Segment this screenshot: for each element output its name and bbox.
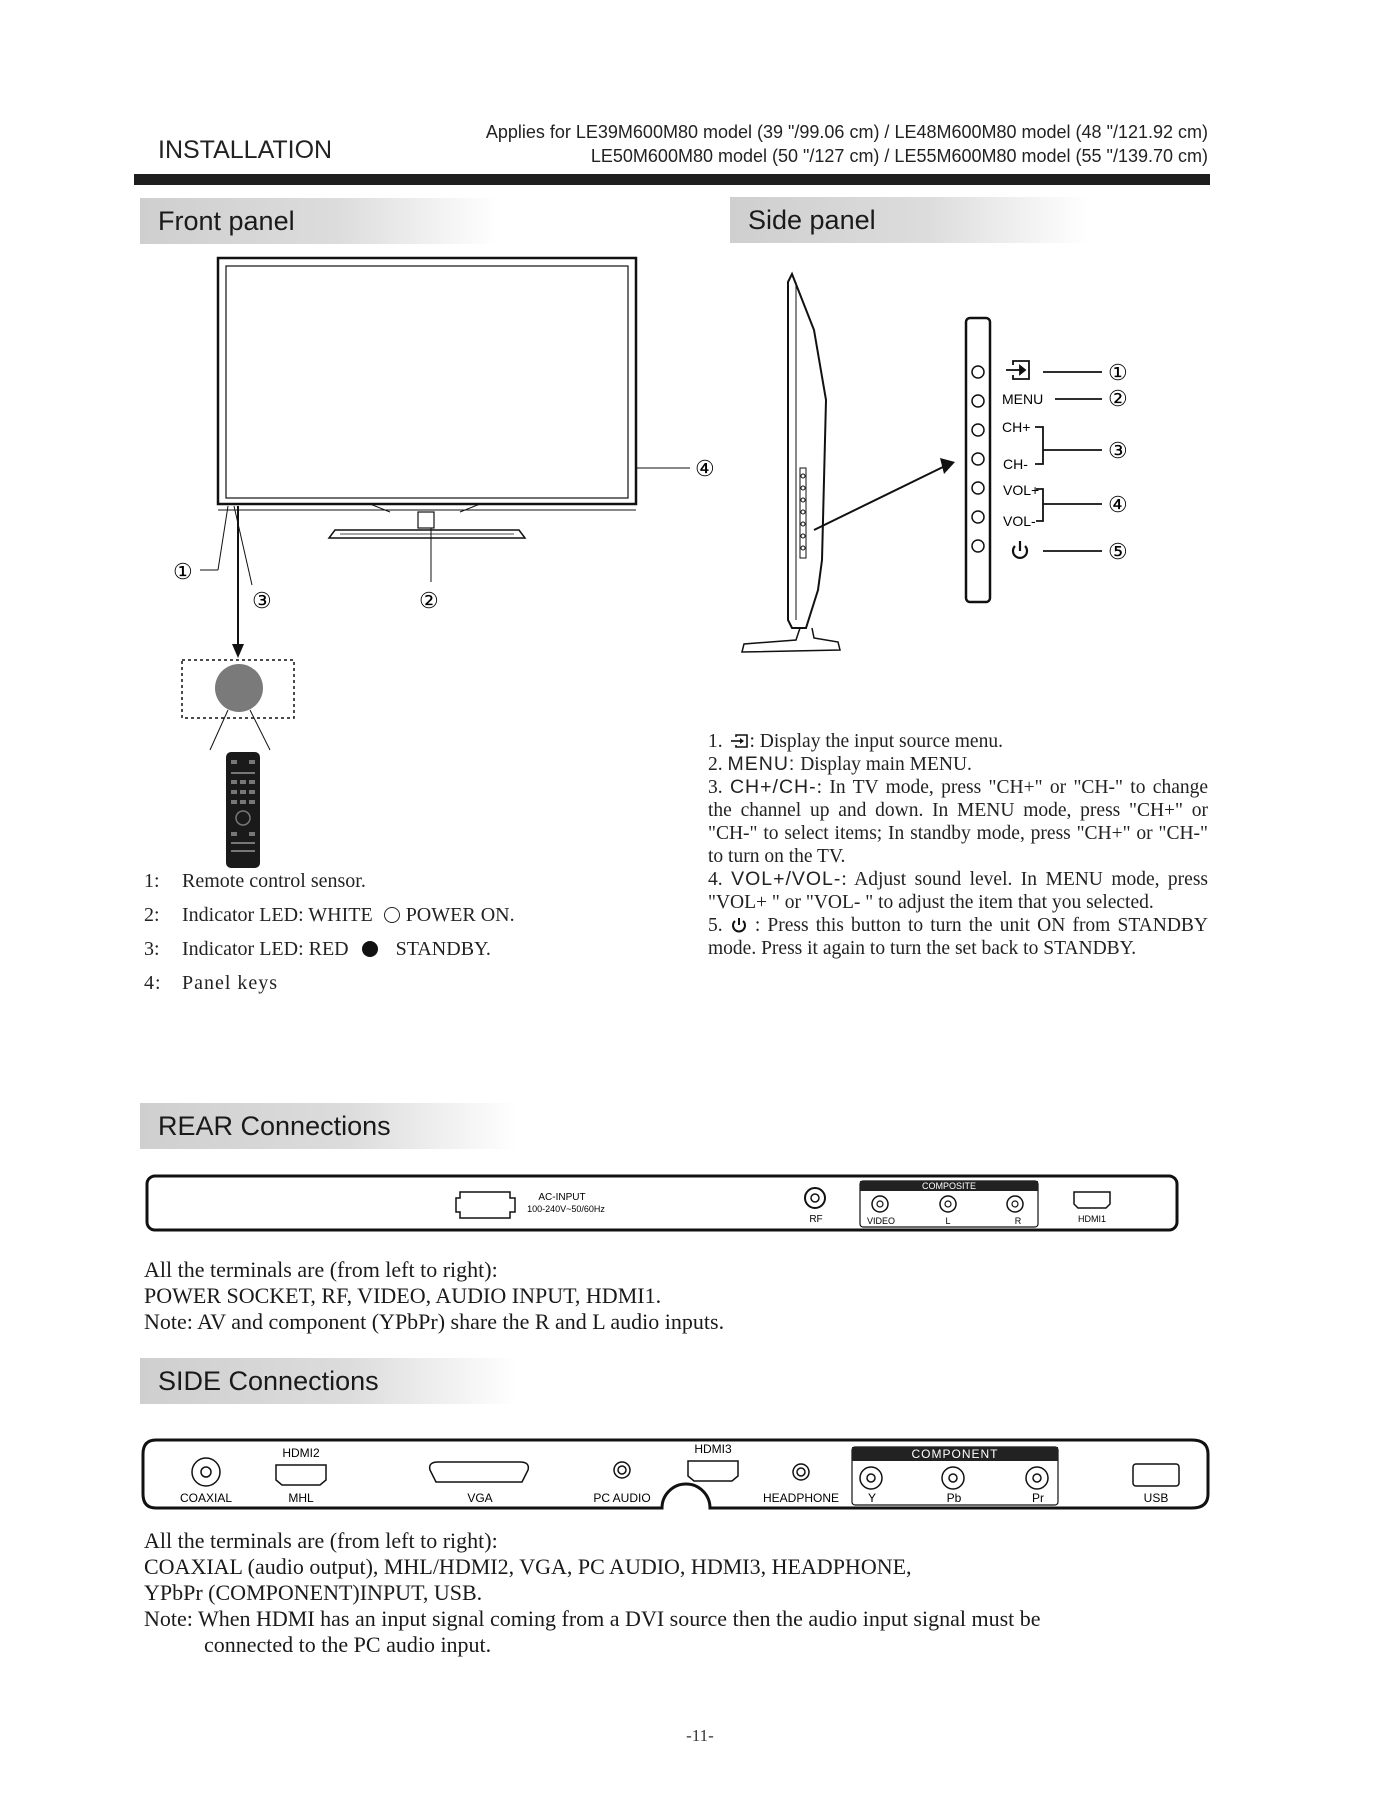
rear-connections-text — [144, 1257, 1204, 1335]
key-chminus-button — [972, 453, 984, 465]
front-callout-4: ④ — [695, 456, 715, 481]
ac-rating-label: 100-240V~50/60Hz — [527, 1204, 605, 1214]
rear-connections-heading: REAR Connections — [140, 1103, 518, 1149]
side-panel-heading: Side panel — [730, 197, 1088, 243]
side-desc-4: 4. VOL+/VOL-: Adjust sound level. In MENU mode, press "VOL+ " or "VOL- " to adjust the item that you selected. — [708, 868, 1209, 913]
front-panel-list — [144, 870, 704, 1020]
mhl-label: MHL — [288, 1491, 314, 1505]
side-connections-diagram — [140, 1430, 1210, 1520]
input-source-icon-small — [728, 733, 750, 749]
key-volminus-button — [972, 511, 984, 523]
side-panel-description — [708, 730, 1208, 960]
side-panel-diagram — [730, 260, 1200, 660]
hdmi2-mhl-port — [276, 1465, 326, 1485]
rear-para-1: All the terminals are (from left to right): — [144, 1257, 498, 1282]
usb-label: USB — [1143, 1491, 1169, 1505]
side-para-4: Note: When HDMI has an input signal coming from a DVI source then the audio input signal must be — [144, 1606, 1041, 1631]
side-desc-2: 2. MENU: Display main MENU. — [708, 753, 972, 775]
video-port — [872, 1196, 888, 1212]
side-callout-1: ① — [1108, 360, 1128, 385]
tv-screen — [226, 266, 628, 498]
tv-side-stand — [742, 628, 840, 652]
side-label-menu: MENU — [1002, 391, 1044, 407]
side-label-chplus: CH+ — [1002, 419, 1031, 435]
video-label: VIDEO — [866, 1216, 896, 1226]
audio-r-port — [1007, 1196, 1023, 1212]
side-key-strip — [966, 318, 990, 602]
hdmi3-port — [688, 1461, 738, 1481]
header-rule — [134, 174, 1210, 185]
front-panel-heading: Front panel — [140, 198, 498, 244]
power-icon-small — [730, 916, 748, 934]
applies-line-2: LE50M600M80 model (50 "/127 cm) / LE55M600M80 model (55 "/139.70 cm) — [590, 146, 1208, 166]
vga-port — [430, 1462, 529, 1482]
ac-input-label: AC-INPUT — [538, 1192, 586, 1203]
input-source-icon — [1006, 361, 1029, 379]
key-input-button — [972, 366, 984, 378]
front-callout-2: ② — [419, 588, 439, 613]
headphone-label: HEADPHONE — [762, 1491, 840, 1505]
side-para-3: YPbPr (COMPONENT)INPUT, USB. — [144, 1580, 483, 1605]
tv-stand-neck — [418, 512, 434, 528]
side-desc-3: 3. CH+/CH-: In TV mode, press "CH+" or "CH-" to change the channel up and down. In MENU mode, press "CH+" or "CH-" to select items; In standby mode, press "CH+" or "CH-" to turn on the TV. — [708, 776, 1209, 867]
rear-connections-diagram — [140, 1170, 1190, 1240]
front-callout-1: ① — [173, 559, 193, 584]
side-connections-text — [144, 1528, 1204, 1658]
usb-port — [1133, 1464, 1179, 1486]
hdmi1-port — [1074, 1192, 1110, 1208]
component-label: COMPONENT — [911, 1447, 999, 1461]
power-icon — [1013, 541, 1027, 558]
front-item-4: 4: Panel keys — [144, 972, 279, 994]
page-title: INSTALLATION — [158, 136, 333, 164]
side-para-1: All the terminals are (from left to right): — [144, 1528, 498, 1553]
pc-audio-port — [614, 1462, 630, 1478]
vga-label: VGA — [467, 1491, 493, 1505]
tv-frame — [218, 258, 636, 504]
side-desc-5: 5. : Press this button to turn the unit ON from STANDBY mode. Press it again to turn the set back to STANDBY. — [708, 915, 1209, 959]
rf-label: RF — [809, 1214, 823, 1225]
white-led-icon — [384, 907, 400, 923]
front-panel-diagram — [130, 240, 730, 880]
page-number: -11- — [686, 1726, 714, 1745]
side-callout-2: ② — [1108, 386, 1128, 411]
remote-sensor — [215, 664, 263, 712]
applies-line-1: Applies for LE39M600M80 model (39 "/99.06 cm) / LE48M600M80 model (48 "/121.92 cm) — [485, 122, 1208, 142]
hdmi1-label: HDMI1 — [1077, 1214, 1107, 1224]
hdmi2-label: HDMI2 — [282, 1446, 320, 1460]
key-chplus-button — [972, 424, 984, 436]
side-desc-1: 1. : Display the input source menu. — [708, 731, 1003, 752]
side-label-chminus: CH- — [1003, 456, 1028, 472]
side-label-volplus: VOL+ — [1003, 482, 1040, 498]
side-connections-heading: SIDE Connections — [140, 1358, 518, 1404]
front-callout-3: ③ — [252, 588, 272, 613]
tv-side-profile — [788, 274, 826, 628]
pc-audio-label: PC AUDIO — [593, 1491, 651, 1505]
side-label-volminus: VOL- — [1003, 513, 1036, 529]
key-volplus-button — [972, 482, 984, 494]
front-item-2: 2: Indicator LED: WHITE POWER ON. — [144, 904, 515, 926]
component-pr-label: Pr — [1032, 1491, 1044, 1505]
coaxial-label: COAXIAL — [179, 1491, 233, 1505]
side-para-2: COAXIAL (audio output), MHL/HDMI2, VGA, PC AUDIO, HDMI3, HEADPHONE, — [144, 1554, 912, 1579]
front-item-3: 3: Indicator LED: RED STANDBY. — [144, 938, 491, 960]
side-callout-5: ⑤ — [1108, 539, 1128, 564]
audio-l-label: L — [945, 1216, 951, 1226]
ac-input-socket — [456, 1192, 515, 1218]
front-item-1: 1: Remote control sensor. — [144, 870, 366, 892]
composite-label: COMPOSITE — [921, 1181, 977, 1191]
audio-r-label: R — [1014, 1216, 1022, 1226]
coaxial-port — [192, 1458, 220, 1486]
hdmi3-label: HDMI3 — [694, 1442, 732, 1456]
headphone-port — [793, 1464, 809, 1480]
side-callout-3: ③ — [1108, 438, 1128, 463]
component-pr-port — [1026, 1467, 1048, 1489]
rear-para-2: POWER SOCKET, RF, VIDEO, AUDIO INPUT, HDMI1. — [144, 1283, 662, 1308]
audio-l-port — [940, 1196, 956, 1212]
component-y-port — [860, 1467, 882, 1489]
component-pb-port — [942, 1467, 964, 1489]
component-pb-label: Pb — [946, 1491, 962, 1505]
rf-port — [805, 1188, 825, 1208]
key-power-button — [972, 540, 984, 552]
component-y-label: Y — [867, 1491, 877, 1505]
side-callout-4: ④ — [1108, 492, 1128, 517]
red-led-icon — [362, 941, 378, 957]
rear-para-3: Note: AV and component (YPbPr) share the R and L audio inputs. — [144, 1309, 725, 1334]
key-menu-button — [972, 395, 984, 407]
side-para-5: connected to the PC audio input. — [204, 1632, 492, 1657]
